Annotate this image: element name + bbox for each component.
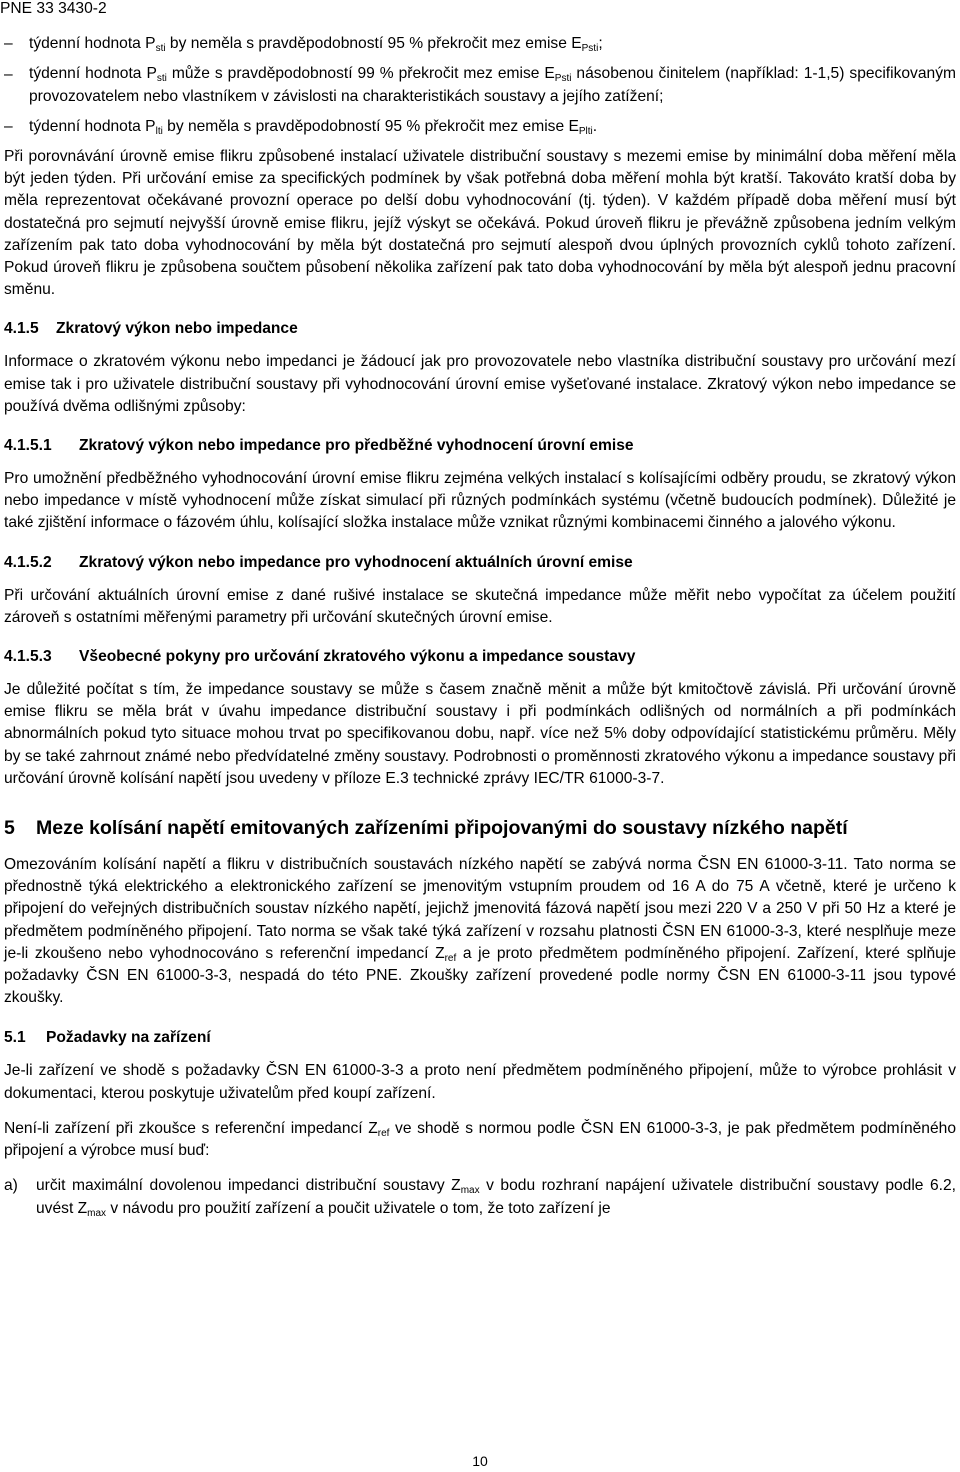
section-title: Zkratový výkon nebo impedance pro vyhodnocení aktuálních úrovní emise <box>79 553 633 571</box>
paragraph-5-1-b: Není-li zařízení při zkoušce s referenční impedancí $Z_{ref}$ ve shodě s normou podle ČSN EN 61000-3-3, je pak předmětem podmíněného připojení a výrobce musí buď: <box>4 1119 956 1160</box>
paragraph-measurement: Při porovnávání úrovně emise flikru způsobené instalací uživatele distribuční soustavy s mezemi emise by minimální doba měření měla být jeden týden. Při určování emise za specifických podmínek by však potřebná doba měření mohla být kratší. Takováto kratší doba by měla reprezentovat očekávané provozní operace po delší dobu vyhodnocování (tj. týden). V každém případě doba měření musí být dostatečná pro sejmutí nejvyšší úrovně emise flikru, jejíž výskyt se očekává. Pokud úroveň flikru je převážně způsobena jedním velkým zařízením pak tato doba vyhodnocování by měla být dostatečná pro sejmutí alespoň dvou úplných provozních cyklů tohoto zařízení. Pokud úroveň flikru je způsobena součtem působení několika zařízení pak tato doba vyhodnocování by měla být alespoň jednu pracovní směnu. <box>4 148 956 299</box>
bullet-item <box>4 32 956 56</box>
bullet-dash: – <box>4 66 13 83</box>
bullet-text: týdenní hodnota $P_{sti}$ by neměla s pravděpodobností 95 % překročit mez emise $E_{Psti}$; <box>29 35 603 54</box>
section-title: Zkratový výkon nebo impedance pro předběžné vyhodnocení úrovní emise <box>79 437 634 455</box>
bullet-list <box>4 32 956 139</box>
page-body <box>4 32 956 1220</box>
section-number: 4.1.5.1 <box>4 437 52 455</box>
paragraph-4-1-5-1: Pro umožnění předběžného vyhodnocování úrovní emise flikru zejména velkých instalací s kolísajícími odběry proudu, se zkratový výkon nebo impedance v místě vyhodnocení může získat simulací při různých podmínkách systému (včetně budoucích podmínek). Důležité je také zjištění informace o fázovém úhlu, kolísající složka instalace může vznikat různými kombinacemi činného a jalového výkonu. <box>4 470 956 532</box>
section-title: Meze kolísání napětí emitovaných zařízeními připojovanými do soustavy nízkého napětí <box>36 817 848 840</box>
section-title: Zkratový výkon nebo impedance <box>56 320 298 338</box>
page-number: 10 <box>472 1453 488 1469</box>
list-label: a) <box>4 1177 18 1195</box>
section-heading-5-1 <box>4 1027 956 1049</box>
bullet-text: týdenní hodnota $P_{sti}$ může s pravděpodobností 99 % překročit mez emise $E_{Psti}$ násobenou činitelem (například: 1-1,5) specifikovaným provozovatelem nebo vlastníkem v závislosti na charakteristikách soustavy a jejího zatížení; <box>29 65 956 105</box>
list-text: určit maximální dovolenou impedanci distribuční soustavy $Z_{max}$ v bodu rozhraní napájení uživatele distribuční soustavy podle 6.2, uvést $Z_{max}$ v návodu pro použití zařízení a poučit uživatele o tom, že toto zařízení je <box>36 1177 956 1219</box>
section-heading-4-1-5-3 <box>4 646 956 668</box>
paragraph-5-1-a: Je-li zařízení ve shodě s požadavky ČSN EN 61000-3-3 a proto není předmětem podmíněného připojení, může to výrobce prohlásit v dokumentaci, kterou poskytuje uživatelům před koupí zařízení. <box>4 1062 956 1102</box>
section-number: 4.1.5 <box>4 320 39 338</box>
section-heading-4-1-5-1 <box>4 435 956 457</box>
paragraph-4-1-5-3: Je důležité počítat s tím, že impedance soustavy se může s časem značně měnit a může být kmitočtově závislá. Při určování úrovně emise flikru se měla brát v úvahu impedance distribuční soustavy i při podmínkách odlišných od normálních a při podmínkách abnormálních pokud tyto situace mohou trvat po specifikovanou dobu, např. více než 5% doby odpovídající statistickému průměru. Měly by se také zahrnout známé nebo předvídatelné změny soustavy. Podrobnosti o proměnnosti zkratového výkonu a impedance soustavy při určování úrovně kolísání napětí jsou uvedeny v příloze E.3 technické zprávy IEC/TR 61000-3-7. <box>4 681 956 787</box>
section-heading-4-1-5 <box>4 318 956 340</box>
paragraph-4-1-5: Informace o zkratovém výkonu nebo impedanci je žádoucí jak pro provozovatele nebo vlastníka distribuční soustavy pro určování mezí emise tak i pro uživatele distribuční soustavy při vyhodnocování úrovní emise vyšeťované instalace. Zkratový výkon nebo impedance se používá dvěma odlišnými způsoby: <box>4 353 956 415</box>
bullet-item <box>4 115 956 139</box>
section-heading-4-1-5-2 <box>4 552 956 574</box>
section-number: 5 <box>4 817 15 840</box>
list-item-a <box>4 1175 956 1219</box>
bullet-dash: – <box>4 35 13 52</box>
section-number: 4.1.5.3 <box>4 648 52 666</box>
section-number: 5.1 <box>4 1029 26 1047</box>
bullet-dash: – <box>4 118 13 135</box>
section-number: 4.1.5.2 <box>4 553 52 571</box>
document-header: PNE 33 3430-2 <box>0 0 107 17</box>
section-heading-5 <box>4 814 956 842</box>
section-title: Všeobecné pokyny pro určování zkratového výkonu a impedance soustavy <box>79 648 636 666</box>
bullet-text: týdenní hodnota $P_{lti}$ by neměla s pravděpodobností 95 % překročit mez emise $E_{Plti}$. <box>29 118 598 137</box>
paragraph-4-1-5-2: Při určování aktuálních úrovní emise z dané rušivé instalace se skutečná impedance může měřit nebo vypočítat za účelem použití zároveň s ostatními měřenými parametry při určování skutečných úrovní emise. <box>4 586 956 626</box>
bullet-item <box>4 63 956 108</box>
paragraph-5: Omezováním kolísání napětí a flikru v distribučních soustavách nízkého napětí se zabývá norma ČSN EN 61000-3-11. Tato norma se přednostně týká elektrického a elektronického zařízení se jmenovitým vstupním proudem od 16 A do 75 A včetně, které je určeno k připojení do veřejných distribučních soustav nízkého napětí, jejichž jmenovitá fázová napětí jsou mezi 220 V a 250 V při 50 Hz a které je předmětem podmíněného připojení. Tato norma se však také týká zařízení v rozsahu platnosti ČSN EN 61000-3-3, které nesplňuje meze je-li zkoušeno nebo vyhodnocováno s referenční impedancí $Z_{ref}$ a je proto předmětem podmíněného připojení. Zařízení, které splňuje požadavky ČSN EN 61000-3-3, nespadá do této PNE. Zkoušky zařízení provedené podle normy ČSN EN 61000-3-11 jsou typové zkoušky. <box>4 856 956 1007</box>
section-title: Požadavky na zařízení <box>46 1029 211 1047</box>
